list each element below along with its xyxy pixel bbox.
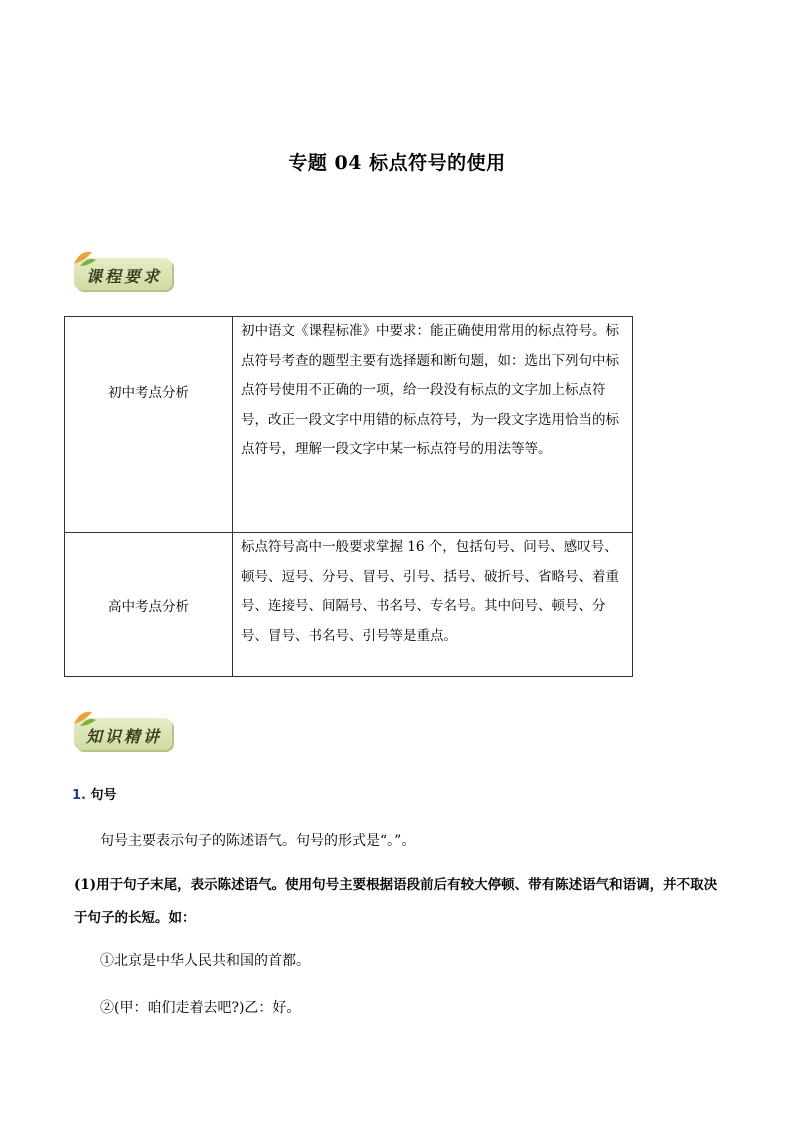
exam-analysis-table	[64, 316, 633, 677]
course-requirements-badge	[74, 254, 174, 290]
row-content: 初中语文《课程标准》中要求：能正确使用常用的标点符号。标点符号考查的题型主要有选择题和断句题，如：选出下列句中标点符号使用不正确的一项，给一段没有标点的文字加上标点符号，改正一段文字中用错的标点符号，为一段文字选用恰当的标点符号，理解一段文字中某一标点符号的用法等等。	[233, 317, 633, 533]
row-header: 高中考点分析	[65, 533, 233, 677]
example-item: ②(甲：咱们走着去吧?)乙：好。	[100, 1000, 301, 1016]
table-row	[65, 317, 633, 533]
example-item: ①北京是中华人民共和国的首都。	[100, 953, 310, 969]
table-row	[65, 533, 633, 677]
section-name: 句号	[90, 788, 117, 803]
intro-paragraph: 句号主要表示句子的陈述语气。句号的形式是“。”。	[100, 833, 416, 849]
section-heading	[72, 784, 117, 803]
rule-paragraph: (1)用于句子末尾，表示陈述语气。使用句号主要根据语段前后有较大停顿、带有陈述语气和语调，并不取决于句子的长短。如：	[74, 877, 718, 926]
knowledge-badge	[74, 714, 174, 750]
row-content: 标点符号高中一般要求掌握 16 个，包括句号、问号、感叹号、顿号、逗号、分号、冒号、引号、括号、破折号、省略号、着重号、连接号、间隔号、书名号、专名号。其中问号、顿号、分号、冒号、书名号、引号等是重点。	[233, 533, 633, 677]
badge-label: 课程要求	[86, 267, 163, 286]
badge-label: 知识精讲	[86, 727, 163, 746]
section-number: 1.	[72, 788, 86, 803]
row-header: 初中考点分析	[65, 317, 233, 533]
page-title: 专题 04 标点符号的使用	[288, 152, 506, 174]
